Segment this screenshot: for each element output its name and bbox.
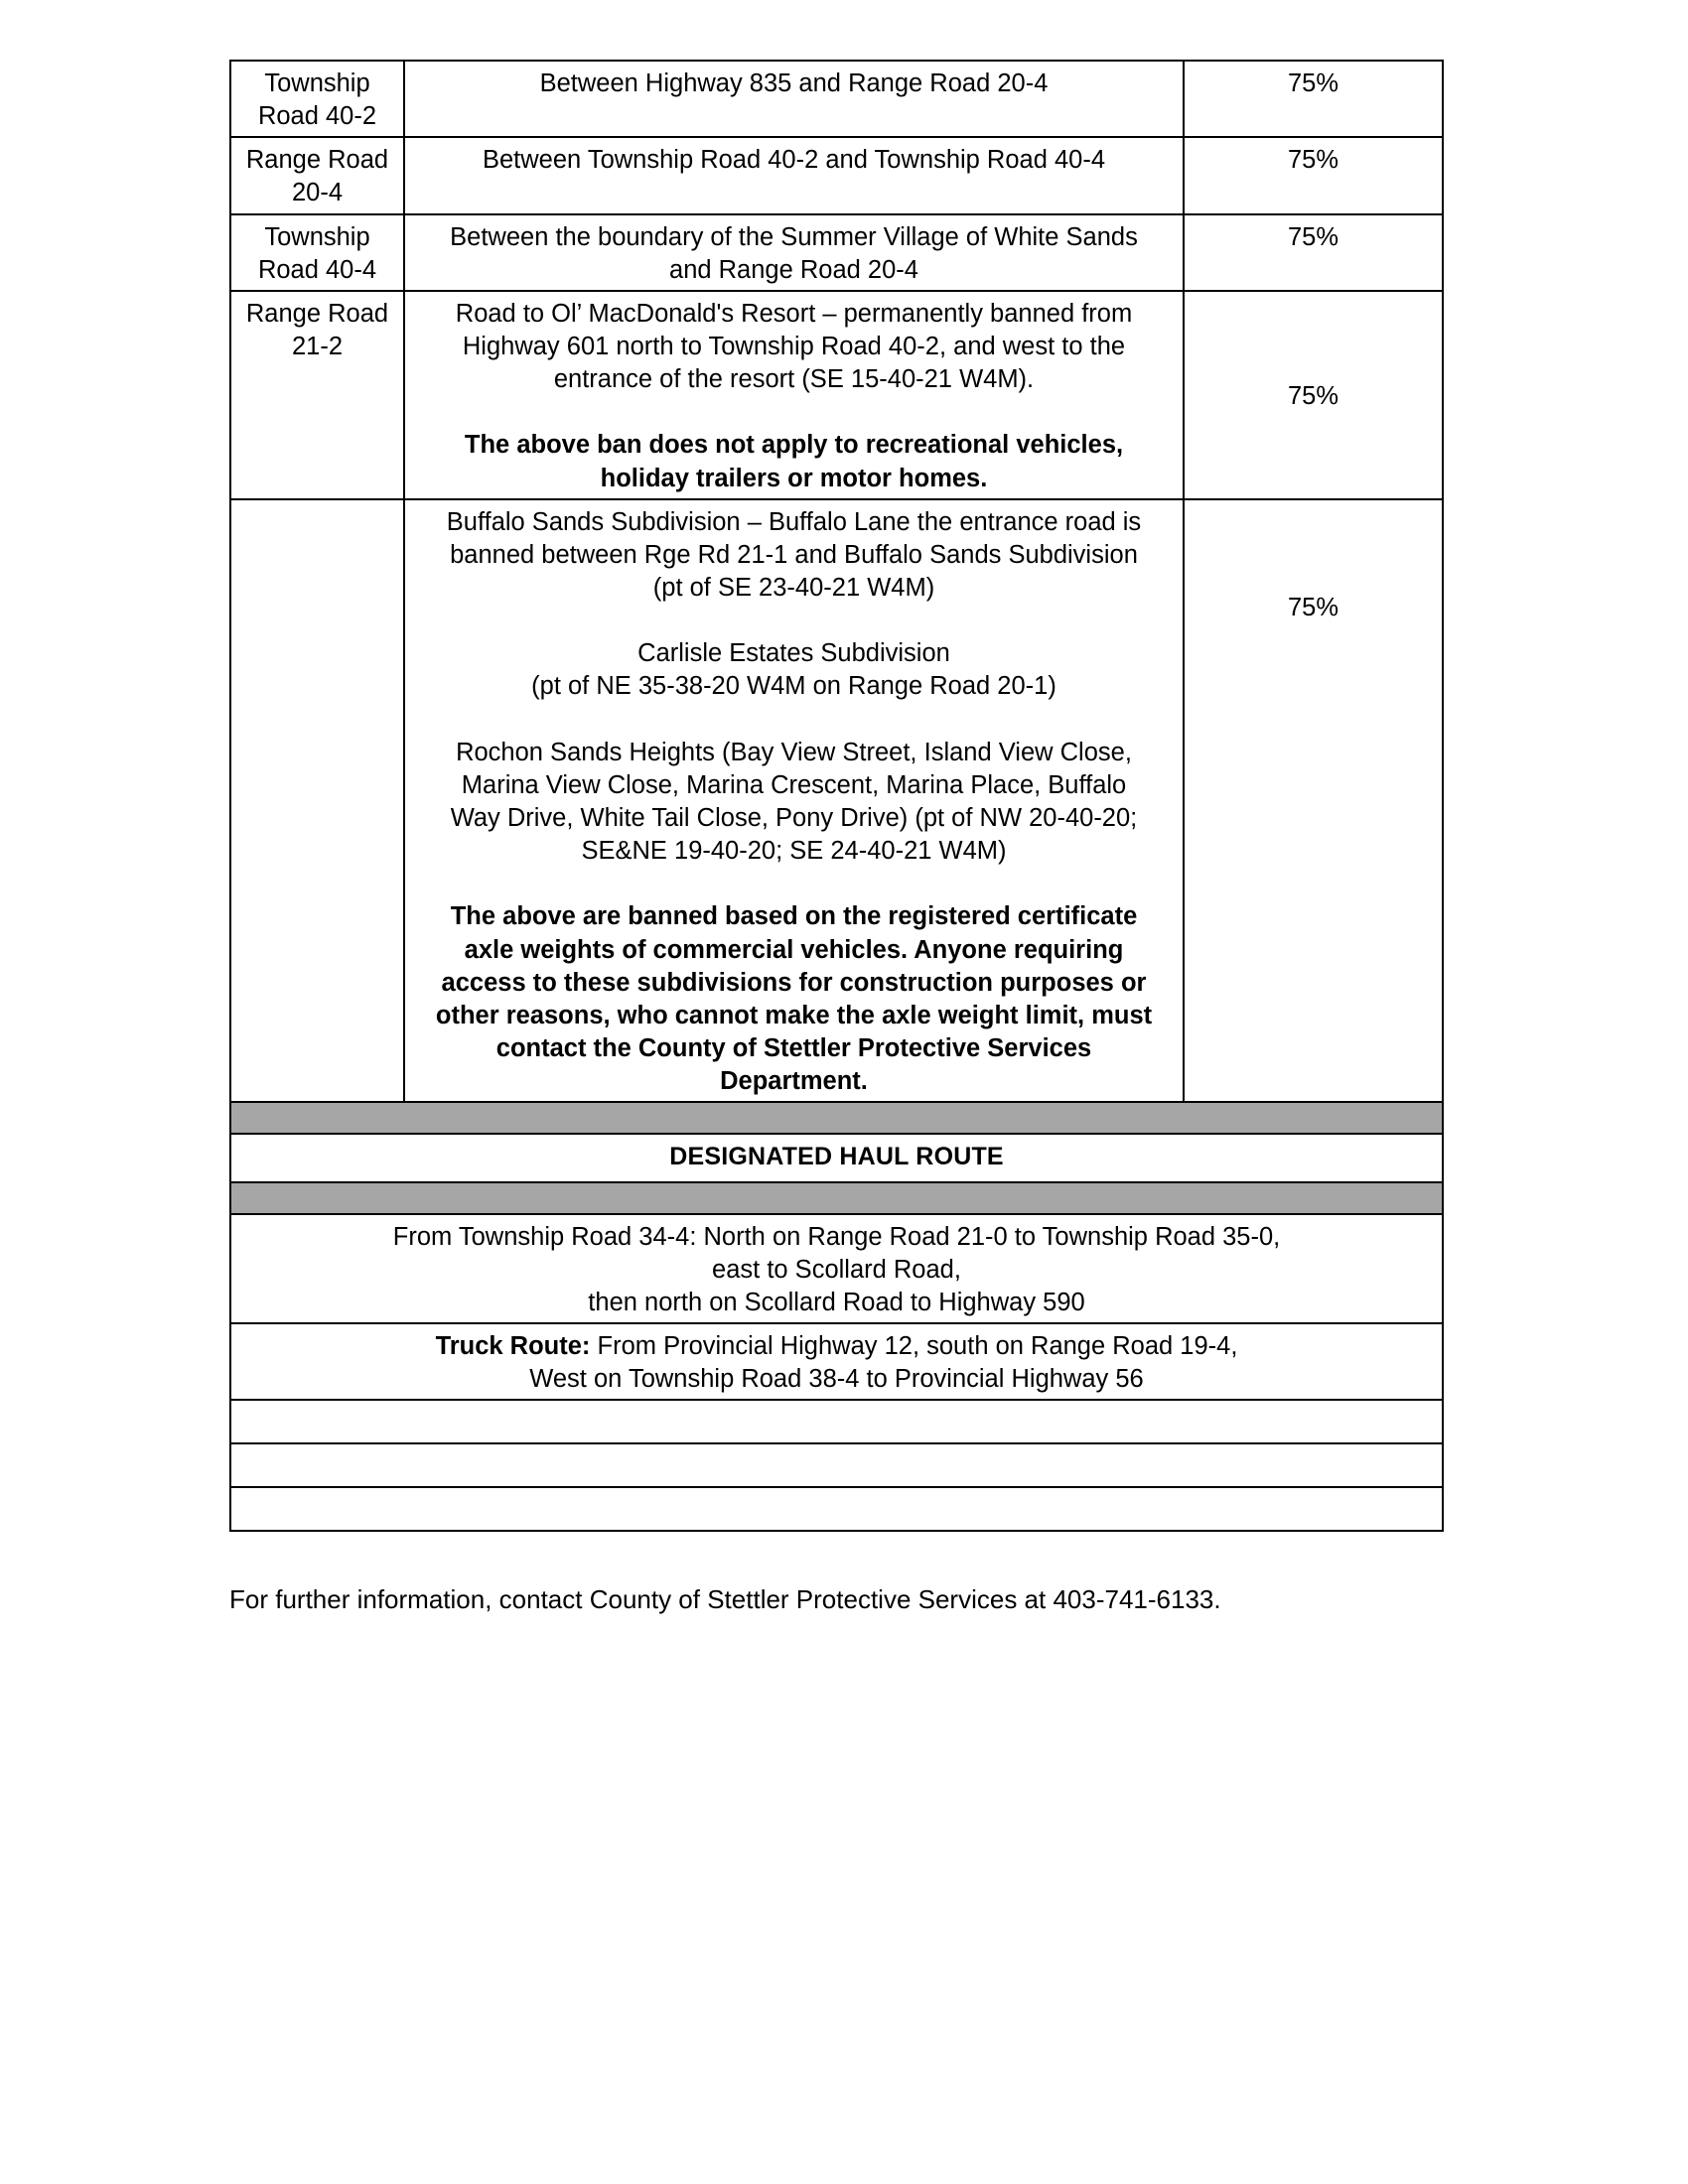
table-row — [230, 137, 1443, 213]
footer-contact-note: For further information, contact County of Stettler Protective Services at 403-741-6133. — [229, 1584, 1221, 1614]
row-description — [404, 214, 1184, 291]
description-line: (pt of SE 23-40-21 W4M) — [652, 573, 935, 602]
truck-route-label: Truck Route: — [435, 1332, 591, 1361]
table-row — [230, 214, 1443, 291]
description-line-bold: The above are banned based on the registered certificate — [450, 902, 1138, 931]
row-description — [404, 61, 1184, 137]
row-road-name — [230, 291, 404, 499]
description-spacer — [411, 868, 1177, 900]
row-description — [404, 291, 1184, 499]
description-line-bold: contact the County of Stettler Protective Services — [495, 1033, 1092, 1062]
road-name-line: 21-2 — [291, 332, 344, 360]
haul-route-line: From Township Road 34-4: North on Range Road 21-0 to Township Road 35-0, — [392, 1222, 1281, 1251]
road-name-line: Road 40-4 — [257, 255, 377, 284]
description-line: entrance of the resort (SE 15-40-21 W4M). — [553, 365, 1035, 394]
row-description — [404, 137, 1184, 213]
road-name-line: Township — [264, 222, 370, 251]
haul-route-line: then north on Scollard Road to Highway 590 — [588, 1289, 1085, 1316]
row-description — [404, 499, 1184, 1103]
separator-cell — [230, 1182, 1443, 1214]
description-line: Way Drive, White Tail Close, Pony Drive) (pt of NW 20-40-20; — [450, 803, 1138, 832]
road-name-line: Road 40-2 — [257, 102, 377, 131]
blank-row — [230, 1443, 1443, 1487]
row-percent: 75% — [1184, 499, 1443, 1103]
description-line: Highway 601 north to Township Road 40-2, and west to the — [462, 332, 1126, 360]
haul-route-line: east to Scollard Road, — [712, 1255, 961, 1284]
row-road-name — [230, 61, 404, 137]
row-percent: 75% — [1184, 214, 1443, 291]
haul-route-description — [230, 1214, 1443, 1323]
description-line: Rochon Sands Heights (Bay View Street, Island View Close, — [456, 738, 1132, 766]
description-line: Between the boundary of the Summer Village of White Sands — [450, 222, 1138, 251]
haul-route-title-row — [230, 1134, 1443, 1182]
truck-route-row — [230, 1323, 1443, 1400]
description-line: Marina View Close, Marina Crescent, Marina Place, Buffalo — [461, 770, 1127, 799]
row-road-name — [230, 499, 404, 1103]
table-row — [230, 291, 1443, 499]
description-line: banned between Rge Rd 21-1 and Buffalo Sands Subdivision — [450, 540, 1138, 569]
description-line-bold: access to these subdivisions for construction purposes or — [441, 968, 1147, 997]
road-name-line: Township — [264, 69, 370, 97]
description-line: Carlisle Estates Subdivision — [637, 639, 950, 668]
blank-cell — [230, 1400, 1443, 1443]
description-line-bold: holiday trailers or motor homes. — [600, 464, 988, 492]
separator-row — [230, 1102, 1443, 1134]
description-line: Between Township Road 40-2 and Township Road 40-4 — [482, 146, 1106, 175]
description-spacer — [411, 605, 1177, 637]
description-line: SE&NE 19-40-20; SE 24-40-21 W4M) — [581, 837, 1007, 866]
truck-route-description — [230, 1323, 1443, 1400]
description-line-bold: Department. — [720, 1067, 868, 1096]
description-line: Road to Ol’ MacDonald's Resort – permanently banned from — [455, 299, 1133, 328]
description-line: Buffalo Sands Subdivision – Buffalo Lane the entrance road is — [446, 507, 1142, 536]
row-percent: 75% — [1184, 61, 1443, 137]
row-road-name — [230, 137, 404, 213]
road-name-line: 20-4 — [291, 179, 344, 207]
blank-cell — [230, 1443, 1443, 1487]
truck-route-text: From Provincial Highway 12, south on Range Road 19-4, — [590, 1332, 1238, 1361]
description-line: and Range Road 20-4 — [669, 255, 918, 284]
description-line-bold: other reasons, who cannot make the axle weight limit, must — [435, 1001, 1153, 1029]
description-line: (pt of NE 35-38-20 W4M on Range Road 20-1) — [531, 672, 1056, 701]
blank-row — [230, 1487, 1443, 1531]
table-row — [230, 499, 1443, 1103]
description-spacer — [411, 396, 1177, 429]
road-name-line: Range Road — [245, 146, 389, 175]
table-row — [230, 61, 1443, 137]
blank-row — [230, 1400, 1443, 1443]
road-ban-table — [229, 60, 1444, 1532]
haul-route-title: DESIGNATED HAUL ROUTE — [230, 1134, 1443, 1182]
road-name-line: Range Road — [245, 299, 389, 328]
separator-row — [230, 1182, 1443, 1214]
truck-route-line — [237, 1330, 1436, 1363]
description-spacer — [411, 704, 1177, 737]
description-line-bold: The above ban does not apply to recreational vehicles, — [464, 431, 1124, 460]
separator-cell — [230, 1102, 1443, 1134]
row-percent: 75% — [1184, 291, 1443, 499]
blank-cell — [230, 1487, 1443, 1531]
row-percent: 75% — [1184, 137, 1443, 213]
haul-route-row — [230, 1214, 1443, 1323]
row-road-name — [230, 214, 404, 291]
description-line-bold: axle weights of commercial vehicles. Anyone requiring — [464, 935, 1124, 964]
truck-route-line: West on Township Road 38-4 to Provincial Highway 56 — [529, 1365, 1144, 1394]
description-line: Between Highway 835 and Range Road 20-4 — [539, 69, 1049, 97]
